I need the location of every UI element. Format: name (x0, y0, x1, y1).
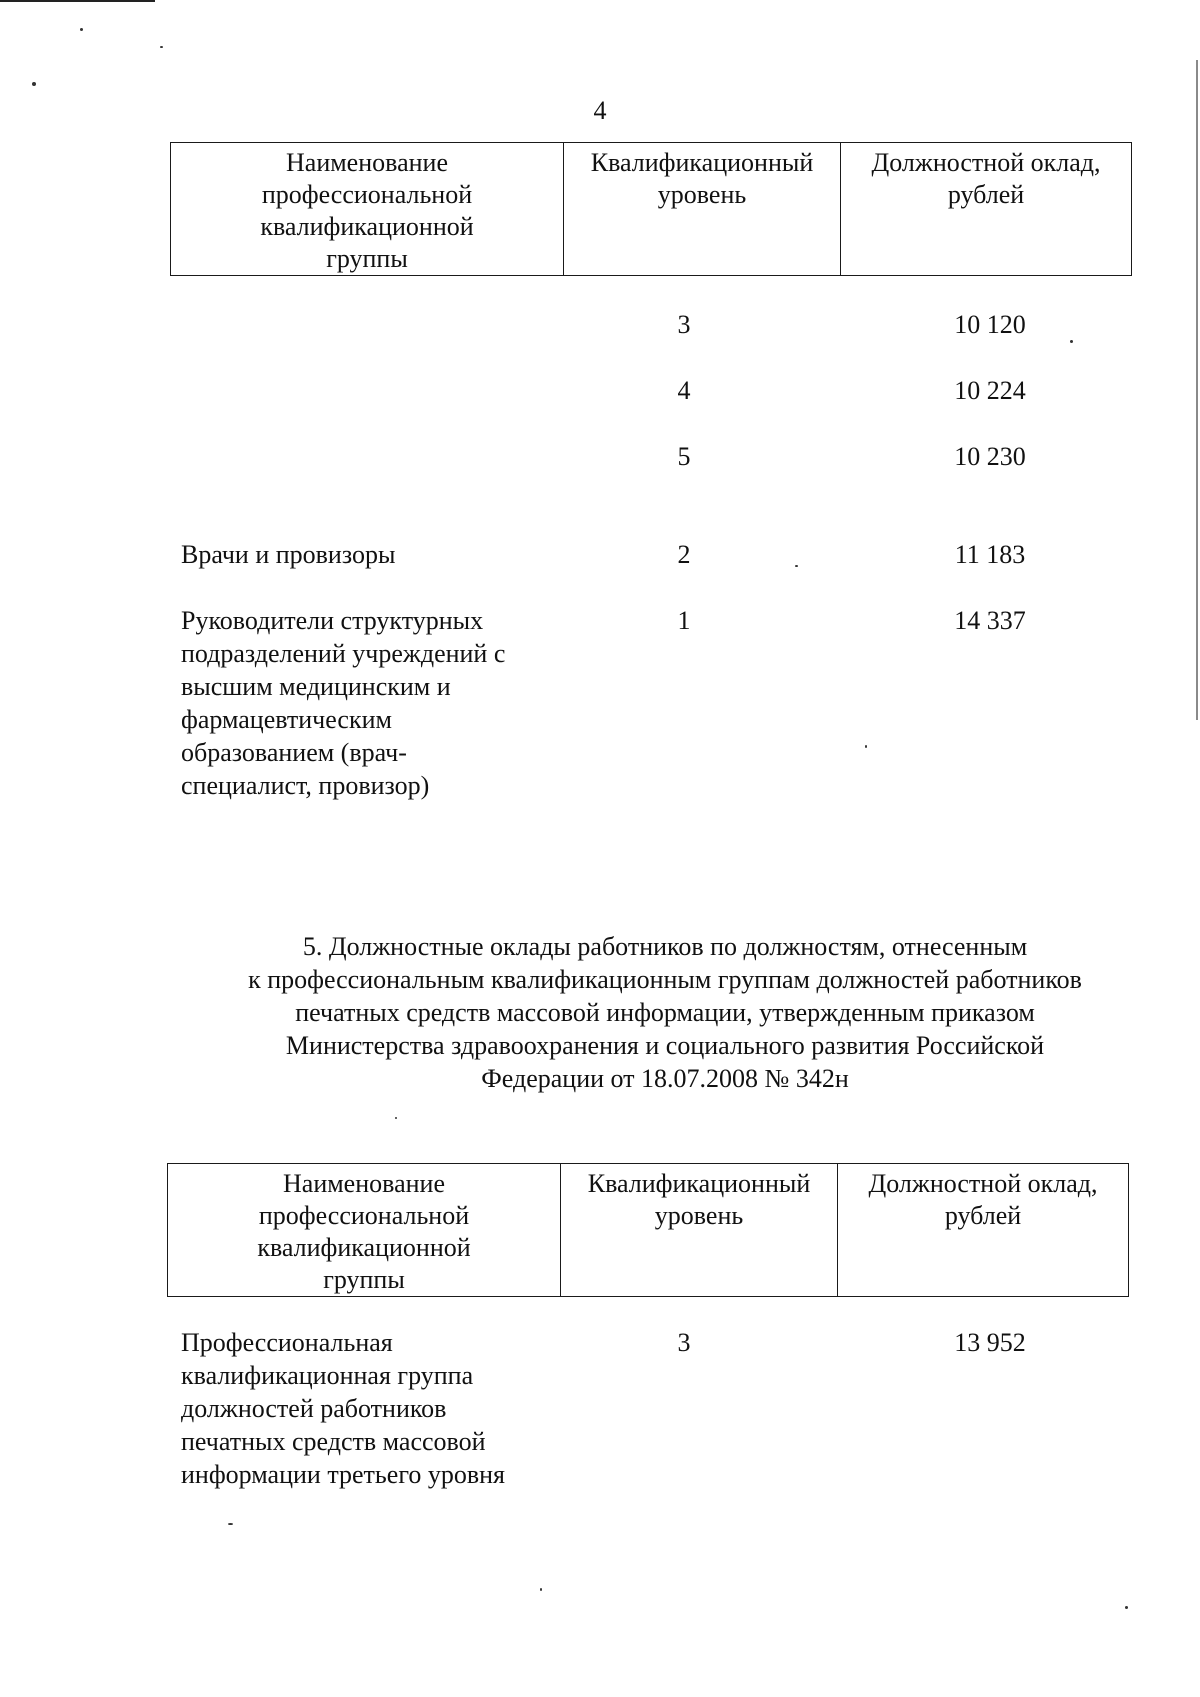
header-name-line: Наименование (286, 148, 448, 177)
salary-cell: 10 120 (954, 310, 1026, 339)
header-level-line: уровень (657, 180, 747, 209)
table2-header (167, 1163, 1129, 1297)
salary-cell: 11 183 (954, 540, 1026, 569)
level-cell: 3 (677, 310, 691, 339)
level-cell: 2 (677, 540, 691, 569)
scan-speck (1070, 340, 1073, 343)
name-line: печатных средств массовой (181, 1427, 486, 1456)
scan-speck (1125, 1606, 1128, 1609)
name-line: Врачи и провизоры (181, 540, 396, 569)
header-salary-line: Должностной оклад, (871, 148, 1101, 177)
header-salary-cell (838, 1164, 1129, 1297)
name-cell (181, 604, 561, 802)
header-salary-line: рублей (944, 1201, 1022, 1230)
name-line: фармацевтическим (181, 705, 392, 734)
name-line: Профессиональная (181, 1328, 393, 1357)
scan-speck (795, 565, 798, 567)
header-level-cell (564, 143, 841, 276)
scan-speck (32, 82, 36, 86)
header-level-cell (561, 1164, 838, 1297)
header-name-line: группы (323, 1265, 405, 1294)
header-name-line: квалификационной (260, 212, 474, 241)
scan-speck (80, 28, 83, 31)
header-level-line: Квалификационный (590, 148, 814, 177)
scan-speck (160, 46, 163, 48)
section-title (0, 930, 1200, 1095)
level-cell: 1 (677, 606, 691, 635)
name-line: информации третьего уровня (181, 1460, 505, 1489)
level-cell: 4 (677, 376, 691, 405)
scan-speck (865, 745, 867, 748)
salary-cell: 10 224 (954, 376, 1026, 405)
table1-header (170, 142, 1132, 276)
header-salary-line: рублей (947, 180, 1025, 209)
level-cell: 3 (677, 1328, 691, 1357)
scan-speck (540, 1588, 542, 1591)
header-name-line: профессиональной (258, 1201, 470, 1230)
header-level-line: уровень (654, 1201, 744, 1230)
name-line: высшим медицинским и (181, 672, 451, 701)
salary-cell: 14 337 (954, 606, 1026, 635)
name-cell (181, 1326, 561, 1491)
salary-cell: 10 230 (954, 442, 1026, 471)
section-title-line: печатных средств массовой информации, утвержденным приказом (295, 998, 1035, 1027)
header-name-cell (171, 143, 564, 276)
scan-speck (228, 1523, 233, 1525)
name-cell (181, 538, 561, 571)
name-line: подразделений учреждений с (181, 639, 506, 668)
name-line: должностей работников (181, 1394, 447, 1423)
header-salary-line: Должностной оклад, (868, 1169, 1098, 1198)
scan-edge-right (1196, 60, 1198, 720)
name-line: квалификационная группа (181, 1361, 474, 1390)
section-title-line: Федерации от 18.07.2008 № 342н (481, 1064, 849, 1093)
section-title-line: 5. Должностные оклады работников по должностям, отнесенным (302, 932, 1028, 961)
header-salary-cell (841, 143, 1132, 276)
header-name-line: профессиональной (261, 180, 473, 209)
section-title-line: Министерства здравоохранения и социального развития Российской (285, 1031, 1045, 1060)
section-title-line: к профессиональным квалификационным группам должностей работников (248, 965, 1082, 994)
header-name-line: Наименование (283, 1169, 445, 1198)
header-level-line: Квалификационный (587, 1169, 811, 1198)
name-line: образованием (врач- (181, 738, 407, 767)
scan-edge-top (0, 0, 155, 2)
name-line: Руководители структурных (181, 606, 484, 635)
header-name-line: группы (326, 244, 408, 273)
header-name-cell (168, 1164, 561, 1297)
salary-cell: 13 952 (954, 1328, 1026, 1357)
page-number: 4 (593, 96, 607, 125)
scan-speck (395, 1117, 397, 1119)
name-line: специалист, провизор) (181, 771, 430, 800)
header-name-line: квалификационной (257, 1233, 471, 1262)
level-cell: 5 (677, 442, 691, 471)
